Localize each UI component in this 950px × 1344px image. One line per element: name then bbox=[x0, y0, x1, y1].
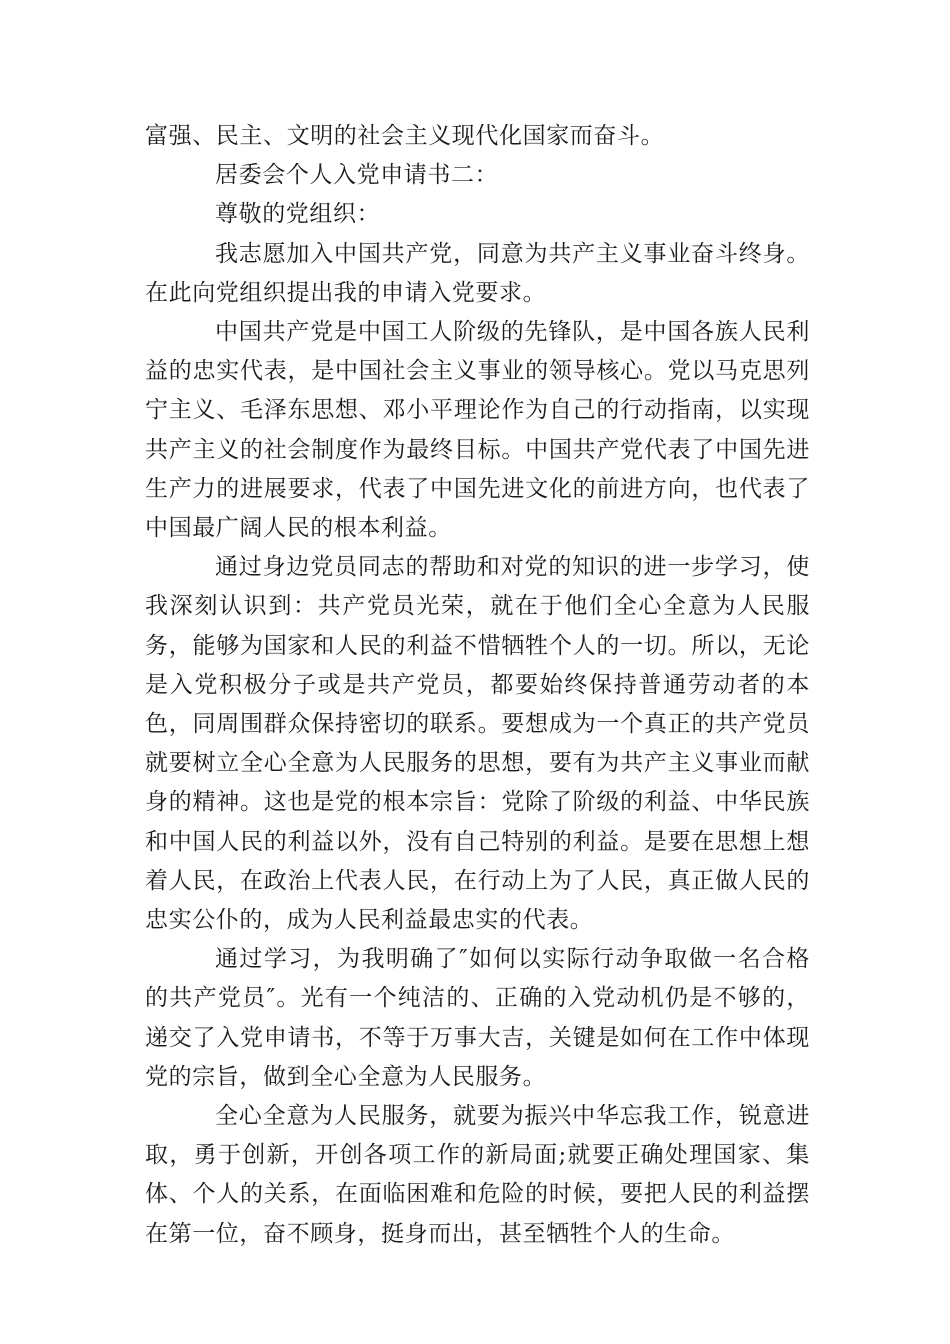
salutation: 尊敬的党组织： bbox=[215, 201, 381, 228]
paragraph-party-nature: 中国共产党是中国工人阶级的先锋队，是中国各族人民利益的忠实代表，是中国社会主义事业的领导核心。党以马克思列宁主义、毛泽东思想、邓小平理论作为自己的行动指南，以实现共产主义的社会制度作为最终目标。中国共产党代表了中国先进生产力的进展要求，代表了中国先进文化的前进方向，也代表了中国最广阔人民的根本利益。 bbox=[145, 319, 810, 542]
paragraph-intent: 我志愿加入中国共产党，同意为共产主义事业奋斗终身。在此向党组织提出我的申请入党要求。 bbox=[145, 240, 810, 306]
document-body bbox=[145, 117, 810, 1254]
paragraph-continuation: 富强、民主、文明的社会主义现代化国家而奋斗。 bbox=[145, 123, 665, 149]
paragraph-service: 全心全意为人民服务，就要为振兴中华忘我工作，锐意进取，勇于创新，开创各项工作的新局面;就要正确处理国家、集体、个人的关系，在面临困难和危险的时候，要把人民的利益摆在第一位，奋不顾身，挺身而出，甚至牺牲个人的生命。 bbox=[145, 1103, 810, 1247]
paragraph-understanding: 通过身边党员同志的帮助和对党的知识的进一步学习，使我深刻认识到：共产党员光荣，就在于他们全心全意为人民服务，能够为国家和人民的利益不惜牺牲个人的一切。所以，无论是入党积极分子或是共产党员，都要始终保持普通劳动者的本色，同周围群众保持密切的联系。要想成为一个真正的共产党员就要树立全心全意为人民服务的思想，要有为共产主义事业而献身的精神。这也是党的根本宗旨：党除了阶级的利益、中华民族和中国人民的利益以外，没有自己特别的利益。是要在思想上想着人民，在政治上代表人民，在行动上为了人民，真正做人民的忠实公仆的，成为人民利益最忠实的代表。 bbox=[145, 554, 810, 934]
paragraph-learning: 通过学习，为我明确了″如何以实际行动争取做一名合格的共产党员″。光有一个纯洁的、正确的入党动机仍是不够的，递交了入党申请书，不等于万事大吉，关键是如何在工作中体现党的宗旨，做到全心全意为人民服务。 bbox=[145, 946, 810, 1090]
section-heading: 居委会个人入党申请书二： bbox=[215, 162, 499, 189]
